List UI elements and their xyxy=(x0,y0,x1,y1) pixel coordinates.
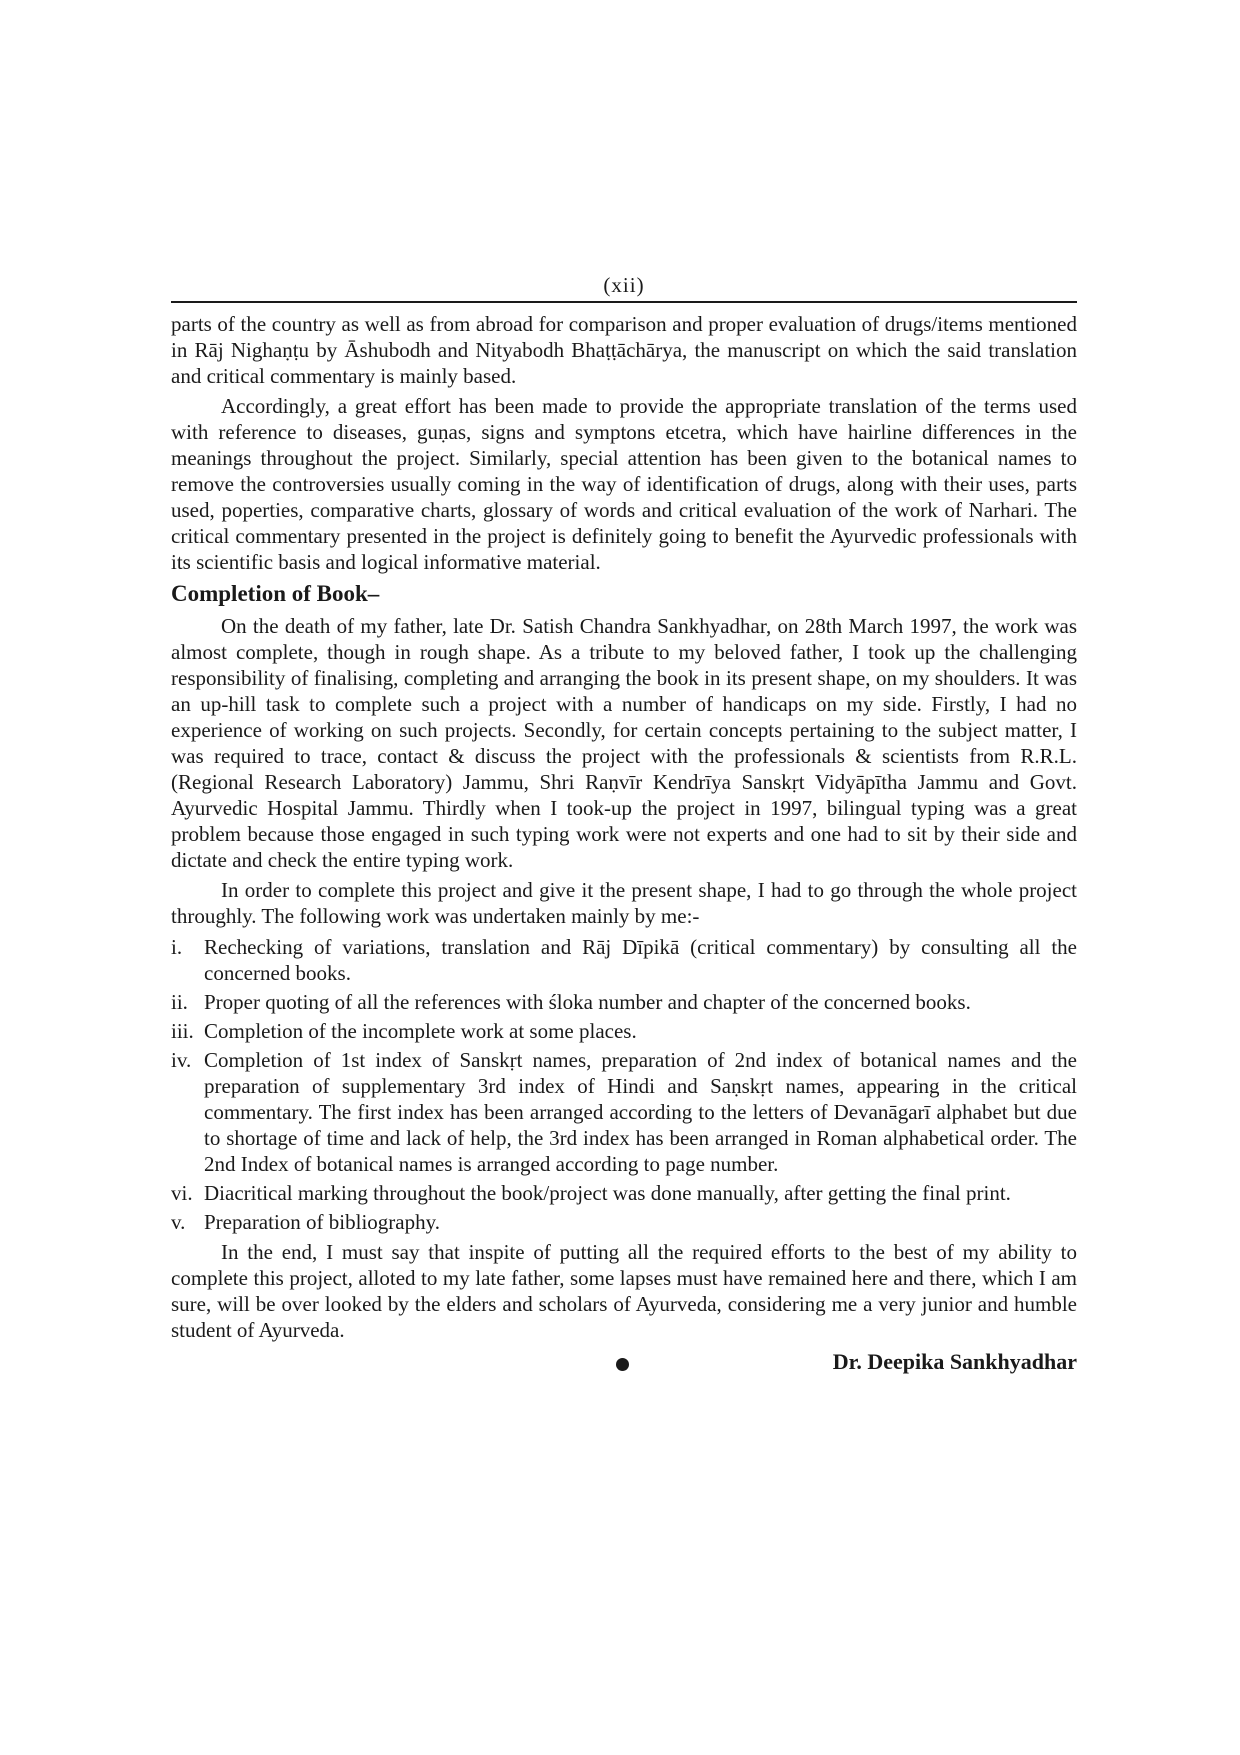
paragraph-closing: In the end, I must say that inspite of putting all the required efforts to the best of my ability to complete this project, alloted to my late father, some lapses must have remained here and there, which I am sure, will be over looked by the elders and scholars of Ayurveda, considering me a very junior and humble student of Ayurveda. xyxy=(171,1240,1077,1342)
work-list xyxy=(171,934,1077,1235)
list-item-number: i. xyxy=(171,935,183,959)
list-item-text: Completion of 1st index of Sanskṛt names, preparation of 2nd index of botanical names and the preparation of supplementary 3rd index of Hindi and Saṇskṛt names, appearing in the critical commentary. The first index has been arranged according to the letters of Devanāgarī alphabet but due to shortage of time and lack of help, the 3rd index has been arranged in Roman alphabetical order. The 2nd Index of botanical names is arranged according to page number. xyxy=(204,1048,1077,1176)
list-item xyxy=(171,1209,1077,1235)
paragraph-translation-effort: Accordingly, a great effort has been made to provide the appropriate translation of the terms used with reference to diseases, guṇas, signs and symptons etcetra, which have hairline differences in the meanings throughout the project. Similarly, special attention has been given to the botanical names to remove the controversies usually coming in the way of identification of drugs, along with their uses, parts used, poperties, comparative charts, glossary of words and critical evaluation of the work of Narhari. The critical commentary presented in the project is definitely going to benefit the Ayurvedic professionals with its scientific basis and logical informative material. xyxy=(171,394,1077,574)
list-item-text: Proper quoting of all the references with śloka number and chapter of the concerned books. xyxy=(204,990,971,1014)
list-item-text: Completion of the incomplete work at some places. xyxy=(204,1019,637,1043)
paragraph-completion-history: On the death of my father, late Dr. Satish Chandra Sankhyadhar, on 28th March 1997, the work was almost complete, though in rough shape. As a tribute to my beloved father, I took up the challenging responsibility of finalising, completing and arranging the book in its present shape, on my shoulders. It was an up-hill task to complete such a project with a number of handicaps on my side. Firstly, I had no experience of working on such projects. Secondly, for certain concepts pertaining to the subject matter, I was required to trace, contact & discuss the project with the professionals & scientists from R.R.L. (Regional Research Laboratory) Jammu, Shri Raṇvīr Kendrīya Sanskṛt Vidyāpītha Jammu and Govt. Ayurvedic Hospital Jammu. Thirdly when I took-up the project in 1997, bilingual typing was a great problem because those engaged in such typing work were not experts and one had to sit by their side and dictate and check the entire typing work. xyxy=(171,614,1077,872)
paragraph-continuation: parts of the country as well as from abroad for comparison and proper evaluation of drugs/items mentioned in Rāj Nighaṇṭu by Āshubodh and Nityabodh Bhaṭṭāchārya, the manuscript on which the said translation and critical commentary is mainly based. xyxy=(171,312,1077,388)
header-rule xyxy=(171,301,1077,303)
section-heading: Completion of Book– xyxy=(171,581,380,606)
list-item xyxy=(171,1018,1077,1044)
list-item-number: iii. xyxy=(171,1019,194,1043)
page-body xyxy=(171,272,1077,1377)
list-item xyxy=(171,934,1077,986)
list-item-text: Preparation of bibliography. xyxy=(204,1210,440,1234)
paragraph-work-intro: In order to complete this project and give it the present shape, I had to go through the whole project throughly. The following work was undertaken mainly by me:- xyxy=(171,878,1077,928)
end-bullet-icon xyxy=(616,1358,629,1371)
list-item-text: Rechecking of variations, translation and Rāj Dīpikā (critical commentary) by consulting all the concerned books. xyxy=(204,935,1077,985)
signature-row xyxy=(171,1347,1077,1377)
list-item xyxy=(171,1180,1077,1206)
list-item-number: vi. xyxy=(171,1181,193,1205)
list-item xyxy=(171,989,1077,1015)
list-item-number: iv. xyxy=(171,1048,192,1072)
list-item-number: v. xyxy=(171,1210,186,1234)
list-item-number: ii. xyxy=(171,990,188,1014)
author-signature: Dr. Deepika Sankhyadhar xyxy=(832,1349,1077,1374)
list-item xyxy=(171,1047,1077,1177)
list-item-text: Diacritical marking throughout the book/project was done manually, after getting the final print. xyxy=(204,1181,1011,1205)
page-number: (xii) xyxy=(603,273,645,297)
